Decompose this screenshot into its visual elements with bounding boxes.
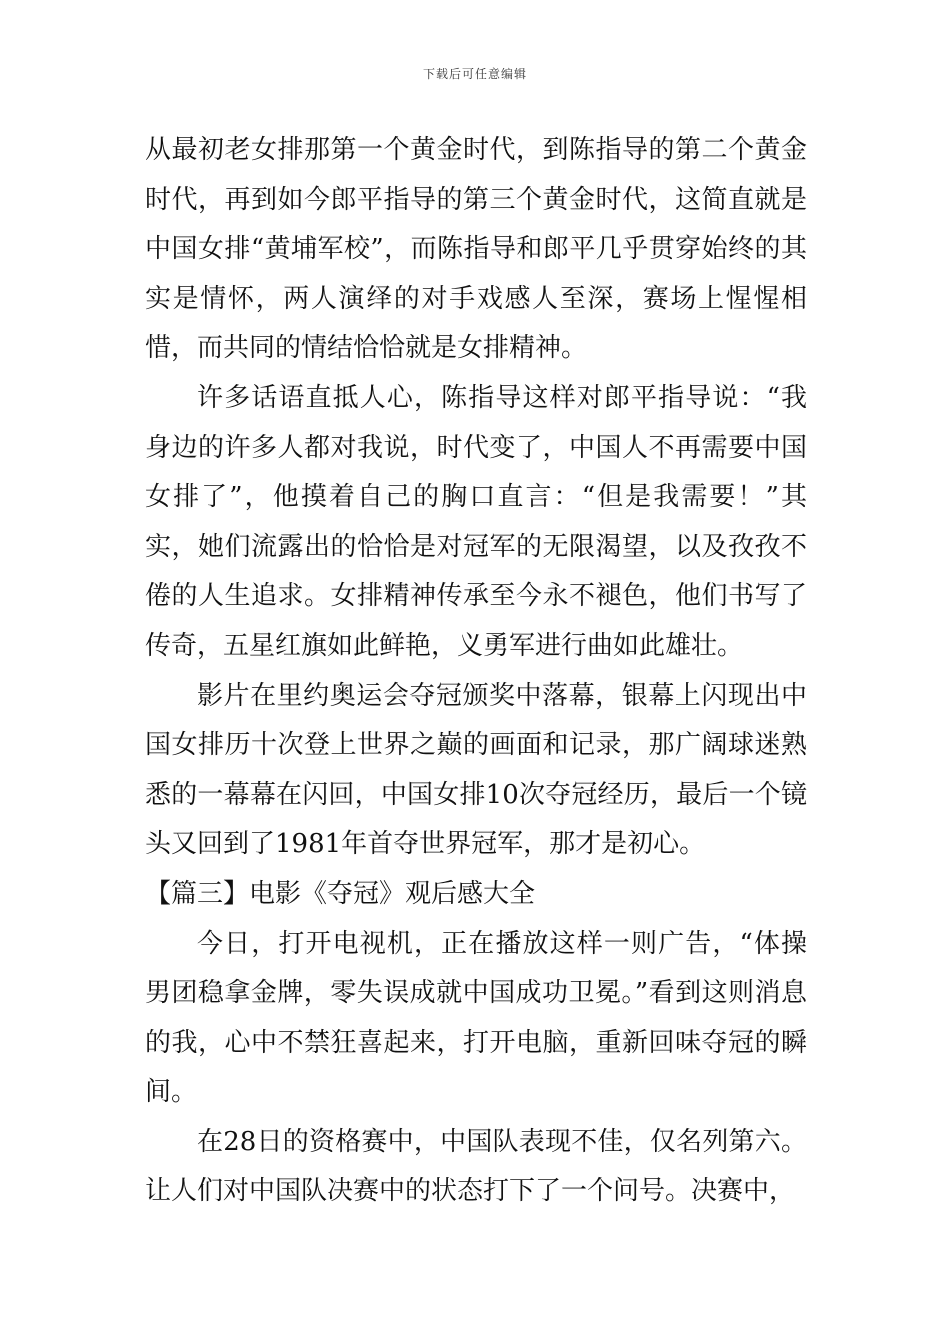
paragraph-3: 影片在里约奥运会夺冠颁奖中落幕，银幕上闪现出中国女排历十次登上世界之巅的画面和记录，那广阔球迷熟悉的一幕幕在闪回，中国女排10次夺冠经历，最后一个镜头又回到了1981年首夺世界冠军，那才是初心。 <box>145 680 807 860</box>
paragraph-2: 许多话语直抵人心，陈指导这样对郎平指导说：“我身边的许多人都对我说，时代变了，中国人不再需要中国女排了”，他摸着自己的胸口直言：“但是我需要！”其实，她们流露出的恰恰是对冠军的无限渴望，以及孜孜不倦的人生追求。女排精神传承至今永不褪色，他们书写了传奇，五星红旗如此鲜艳，义勇军进行曲如此雄壮。 <box>145 382 807 661</box>
paragraph-1: 从最初老女排那第一个黄金时代，到陈指导的第二个黄金时代，再到如今郎平指导的第三个黄金时代，这简直就是中国女排“黄埔军校”，而陈指导和郎平几乎贯穿始终的其实是情怀，两人演绎的对手戏感人至深，赛场上惺惺相惜，而共同的情结恰恰就是女排精神。 <box>145 135 807 364</box>
document-body <box>145 126 807 1217</box>
paragraph-4: 今日，打开电视机，正在播放这样一则广告，“体操男团稳拿金牌，零失误成就中国成功卫冕。”看到这则消息的我，心中不禁狂喜起来，打开电脑，重新回味夺冠的瞬间。 <box>145 928 807 1108</box>
page-header-note: 下载后可任意编辑 <box>422 67 527 81</box>
paragraph-5: 在28日的资格赛中，中国队表现不佳，仅名列第六。让人们对中国队决赛中的状态打下了一个问号。决赛中， <box>145 1126 807 1207</box>
section-heading: 【篇三】电影《夺冠》观后感大全 <box>145 878 536 909</box>
